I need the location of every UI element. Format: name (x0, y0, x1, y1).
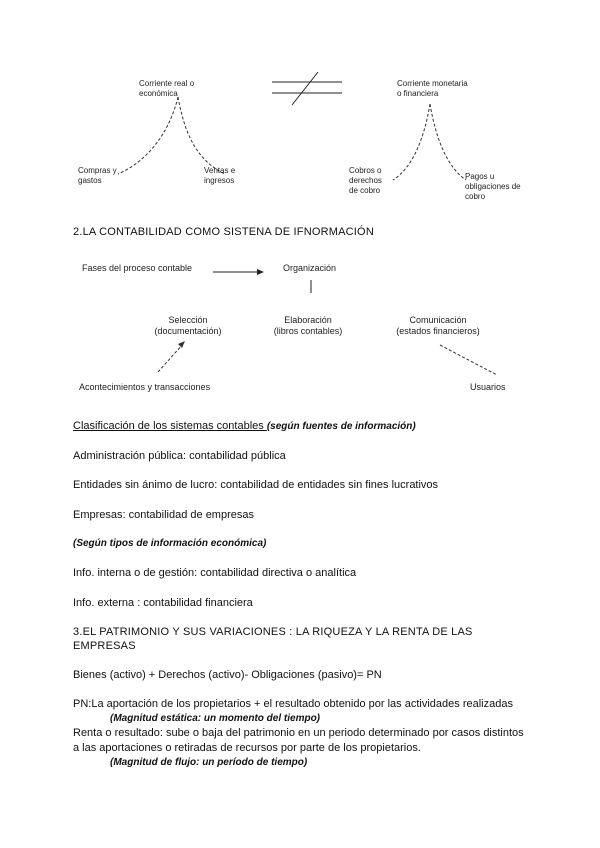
cobros-line-2: derechos (349, 176, 382, 185)
clasificacion-title: Clasificación de los sistemas contables (73, 420, 267, 432)
seleccion-label (150, 315, 226, 337)
comunicacion-line-2: (estados financieros) (396, 326, 480, 336)
elaboracion-line-1: Elaboración (284, 315, 332, 325)
right-top-line-2: o financiera (397, 89, 439, 98)
section-3-title-line-2: EMPRESAS (73, 640, 136, 652)
curve-right-a (393, 104, 430, 180)
pagos-line-1: Pagos u (465, 172, 495, 181)
comunicacion-label (390, 315, 486, 337)
compras-line-2: gastos (78, 176, 102, 185)
seleccion-line-2: (documentación) (154, 326, 222, 336)
renta-note: (Magnitud de flujo: un período de tiempo) (110, 757, 308, 768)
left-top-line-1: Corriente real o (139, 79, 195, 88)
section-3-title-line-1: 3.EL PATRIMONIO Y SUS VARIACIONES : LA RIQUEZA Y LA RENTA DE LAS (73, 626, 473, 638)
acontecimientos-arrow (158, 344, 183, 372)
clasificacion-subtitle: (según fuentes de información) (266, 421, 416, 432)
renta-line-1: Renta o resultado: sube o baja del patrimonio en un periodo determinado por casos distintos (73, 727, 524, 739)
ventas-line-2: ingresos (204, 176, 235, 185)
pagos-line-2: obligaciones de (465, 182, 521, 191)
usuarios-label: Usuarios (470, 382, 506, 392)
clasificacion-item-5: Info. externa : contabilidad financiera (73, 597, 253, 609)
ventas-line-1: Ventas e (204, 166, 236, 175)
acontecimientos-arrow-head (178, 341, 185, 348)
curve-left-b (178, 97, 225, 174)
clasificacion-item-3: Empresas: contabilidad de empresas (73, 509, 254, 521)
neq-slash (292, 72, 318, 105)
cobros-line-1: Cobros o (349, 166, 382, 175)
pn-note: (Magnitud estática: un momento del tiempo) (110, 713, 321, 724)
elaboracion-label (266, 315, 350, 337)
clasificacion-item-2: Entidades sin ánimo de lucro: contabilidad de entidades sin fines lucrativos (73, 479, 439, 491)
cobros-line-3: de cobro (349, 186, 381, 195)
acontecimientos-label: Acontecimientos y transacciones (79, 382, 211, 392)
usuarios-line (440, 345, 497, 375)
section-2-title: 2.LA CONTABILIDAD COMO SISTENA DE IFNORMACIÓN (73, 226, 374, 238)
pn-definition: PN:La aportación de los propietarios + el resultado obtenido por las actividades realizadas (73, 698, 513, 710)
right-bottom-left-label (349, 166, 382, 196)
clasificacion-item-1: Administración pública: contabilidad pública (73, 450, 286, 462)
left-top-label (139, 79, 194, 99)
pagos-line-3: cobro (465, 192, 486, 201)
clasificacion-heading (73, 419, 416, 433)
organizacion-label: Organización (283, 263, 337, 273)
elaboracion-line-2: (libros contables) (273, 326, 343, 336)
renta-line-2: a las aportaciones o retiradas de recursos por parte de los propietarios. (73, 742, 421, 754)
seleccion-line-1: Selección (168, 315, 208, 325)
comunicacion-line-1: Comunicación (409, 315, 467, 325)
clasificacion-item-4: Info. interna o de gestión: contabilidad directiva o analítica (73, 567, 357, 579)
curve-right-b (430, 104, 466, 180)
fases-label: Fases del proceso contable (82, 263, 193, 273)
patrimonio-formula: Bienes (activo) + Derechos (activo)- Obligaciones (pasivo)= PN (73, 669, 382, 681)
left-top-line-2: económica (139, 89, 178, 98)
right-bottom-right-label (465, 172, 521, 202)
right-top-label (397, 79, 468, 99)
curve-left-a (118, 97, 178, 174)
fases-arrow-head (257, 269, 264, 275)
compras-line-1: Compras y (78, 166, 117, 175)
left-bottom-left-label (78, 166, 117, 186)
right-top-line-1: Corriente monetaria (397, 79, 468, 88)
clasificacion-subtitle-2: (Según tipos de información económica) (73, 538, 267, 549)
left-bottom-right-label (204, 166, 235, 186)
